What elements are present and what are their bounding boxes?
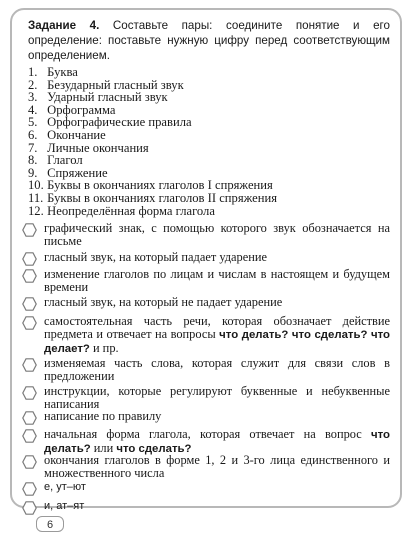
term-item: 9. Спряжение — [28, 165, 108, 180]
answer-hexagon-box[interactable] — [22, 386, 37, 400]
definition-text: изменение глаголов по лицам и числам в настоящем и будущем времени — [44, 267, 390, 295]
term-item: 7. Личные окончания — [28, 140, 149, 155]
definition-text: начальная форма глагола, которая отвечает на вопрос что делать? или что сделать? — [44, 427, 390, 456]
answer-hexagon-box[interactable] — [22, 252, 37, 266]
term-item: 3. Ударный гласный звук — [28, 90, 168, 105]
definition-text: графический знак, с помощью которого звук обозначается на письме — [44, 221, 390, 249]
definition-text: гласный звук, на который не падает ударение — [44, 295, 283, 309]
terms-list — [28, 66, 388, 217]
term-item: 2. Безударный гласный звук — [28, 77, 184, 92]
answer-hexagon-box[interactable] — [22, 297, 37, 311]
answer-hexagon-box[interactable] — [22, 455, 37, 469]
task-text: Составьте пары: соедините понятие и его определение: поставьте нужную цифру перед соответствующим определением. — [28, 19, 390, 62]
task-label: Задание 4. — [28, 19, 100, 32]
answer-hexagon-box[interactable] — [22, 482, 37, 496]
answer-hexagon-box[interactable] — [22, 358, 37, 372]
answer-hexagon-box[interactable] — [22, 223, 37, 237]
definition-text: и, ат–ят — [44, 500, 85, 512]
definition-text: окончания глаголов в форме 1, 2 и 3-го лица единственного и множественного числа — [44, 453, 390, 481]
term-item: 6. Окончание — [28, 127, 106, 142]
definition-text: гласный звук, на который падает ударение — [44, 250, 268, 264]
definition-text: е, ут–ют — [44, 481, 86, 493]
term-item: 1. Буква — [28, 65, 78, 79]
answer-hexagon-box[interactable] — [22, 411, 37, 425]
definition-text: самостоятельная часть речи, которая обозначает действие предмета и отвечает на вопросы что делать? что сделать? что делает? и пр. — [44, 314, 390, 356]
term-item: 4. Орфограмма — [28, 102, 116, 117]
term-item: 5. Орфографические правила — [28, 115, 192, 130]
answer-hexagon-box[interactable] — [22, 316, 37, 330]
definition-text: инструкции, которые регулируют буквенные и небуквенные написания — [44, 384, 390, 412]
term-item: 12. Неопределённая форма глагола — [28, 203, 215, 218]
task-instructions — [28, 18, 390, 63]
term-item: 8. Глагол — [28, 153, 83, 168]
definition-text: изменяемая часть слова, которая служит для связи слов в предложении — [44, 356, 390, 384]
answer-hexagon-box[interactable] — [22, 501, 37, 515]
answer-hexagon-box[interactable] — [22, 429, 37, 443]
answer-hexagon-box[interactable] — [22, 269, 37, 283]
definition-text: написание по правилу — [44, 409, 162, 423]
page-number: 6 — [36, 516, 64, 532]
term-item: 11. Буквы в окончаниях глаголов II спряжения — [28, 190, 278, 205]
term-item: 10. Буквы в окончаниях глаголов I спряжения — [28, 178, 273, 193]
